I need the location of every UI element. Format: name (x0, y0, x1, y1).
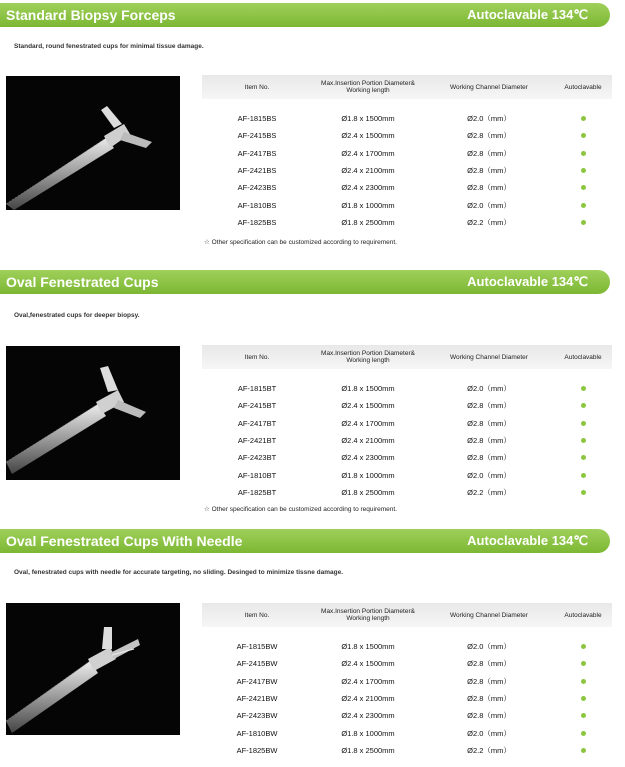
cell-diameter-length: Ø2.4 x 1700mm (341, 418, 395, 428)
cell-item-no: AF-1810BW (236, 728, 278, 738)
section-oval-fenestrated (0, 270, 625, 530)
cell-diameter-length: Ø2.4 x 1500mm (341, 131, 395, 141)
table-row (202, 638, 612, 655)
section-title-bar (0, 3, 610, 27)
section-oval-fenestrated-needle (0, 529, 625, 767)
table-header (202, 75, 612, 99)
cell-item-no: AF-1825BT (237, 487, 277, 497)
cell-channel-diameter: Ø2.8（mm） (467, 436, 511, 446)
autoclavable-dot-icon (581, 438, 586, 443)
autoclavable-dot-icon (581, 455, 586, 460)
cell-diameter-length: Ø2.4 x 1500mm (341, 659, 395, 669)
cell-autoclavable (554, 694, 612, 703)
cell-autoclavable (554, 746, 612, 755)
customization-note: ☆ Other specification can be customized according to requirement. (204, 239, 397, 246)
autoclavable-dot-icon (581, 151, 586, 156)
cell-autoclavable (554, 201, 612, 210)
cell-channel-diameter: Ø2.0（mm） (467, 728, 511, 738)
cell-channel-diameter: Ø2.8（mm） (467, 676, 511, 686)
autoclavable-dot-icon (581, 116, 586, 121)
forceps-needle-image (6, 603, 180, 735)
cell-channel-diameter: Ø2.2（mm） (467, 487, 511, 497)
cell-item-no: AF-2421BS (237, 166, 277, 176)
autoclavable-dot-icon (581, 133, 586, 138)
table-row (202, 449, 612, 466)
autoclavable-dot-icon (581, 748, 586, 753)
product-photo (6, 603, 180, 735)
table-header (202, 603, 612, 627)
cell-item-no: AF-2415BS (237, 131, 277, 141)
spec-table (202, 75, 612, 231)
cell-diameter-length: Ø2.4 x 2100mm (341, 436, 395, 446)
table-row (202, 145, 612, 162)
cell-channel-diameter: Ø2.2（mm） (467, 217, 511, 227)
header-item-no: Item No. (244, 611, 270, 619)
cell-diameter-length: Ø1.8 x 1000mm (341, 470, 395, 480)
cell-autoclavable (554, 471, 612, 480)
table-body (202, 99, 612, 231)
table-row (202, 214, 612, 231)
cell-item-no: AF-2423BT (237, 453, 277, 463)
table-row (202, 707, 612, 724)
cell-autoclavable (554, 677, 612, 686)
table-row (202, 380, 612, 397)
cell-autoclavable (554, 166, 612, 175)
table-row (202, 655, 612, 672)
cell-item-no: AF-2417BW (236, 676, 278, 686)
cell-autoclavable (554, 659, 612, 668)
table-body (202, 627, 612, 759)
cell-item-no: AF-2421BT (237, 436, 277, 446)
cell-channel-diameter: Ø2.8（mm） (467, 659, 511, 669)
autoclavable-label: Autoclavable 134℃ (467, 274, 588, 289)
table-row (202, 724, 612, 741)
cell-diameter-length: Ø2.4 x 1700mm (341, 676, 395, 686)
table-body (202, 369, 612, 501)
cell-channel-diameter: Ø2.2（mm） (467, 745, 511, 755)
header-channel-diameter: Working Channel Diameter (450, 83, 528, 91)
cell-diameter-length: Ø1.8 x 2500mm (341, 487, 395, 497)
section-title: Oval Fenestrated Cups (6, 274, 159, 290)
table-row (202, 196, 612, 213)
autoclavable-dot-icon (581, 473, 586, 478)
cell-autoclavable (554, 131, 612, 140)
section-description: Oval, fenestrated cups with needle for accurate targeting, no sliding. Desinged to minimize tissne damage. (14, 569, 344, 576)
cell-autoclavable (554, 401, 612, 410)
autoclavable-dot-icon (581, 386, 586, 391)
section-description: Standard, round fenestrated cups for minimal tissue damage. (14, 43, 204, 50)
autoclavable-dot-icon (581, 220, 586, 225)
forceps-image (6, 346, 180, 480)
cell-diameter-length: Ø2.4 x 1700mm (341, 148, 395, 158)
header-diameter-length: Max.Insertion Portion Diameter& Working length (321, 80, 415, 94)
cell-diameter-length: Ø1.8 x 1500mm (341, 642, 395, 652)
autoclavable-dot-icon (581, 696, 586, 701)
cell-item-no: AF-1815BS (237, 114, 277, 124)
cell-autoclavable (554, 711, 612, 720)
cell-item-no: AF-2423BS (237, 183, 277, 193)
forceps-image (6, 76, 180, 210)
header-channel-diameter: Working Channel Diameter (450, 611, 528, 619)
cell-autoclavable (554, 642, 612, 651)
cell-channel-diameter: Ø2.8（mm） (467, 694, 511, 704)
cell-channel-diameter: Ø2.8（mm） (467, 183, 511, 193)
table-row (202, 484, 612, 501)
cell-channel-diameter: Ø2.8（mm） (467, 711, 511, 721)
table-row (202, 415, 612, 432)
table-row (202, 397, 612, 414)
header-autoclavable: Autoclavable (564, 353, 602, 361)
autoclavable-dot-icon (581, 185, 586, 190)
cell-diameter-length: Ø1.8 x 2500mm (341, 217, 395, 227)
cell-diameter-length: Ø2.4 x 2100mm (341, 166, 395, 176)
autoclavable-dot-icon (581, 421, 586, 426)
cell-autoclavable (554, 419, 612, 428)
autoclavable-dot-icon (581, 644, 586, 649)
autoclavable-label: Autoclavable 134℃ (467, 7, 588, 22)
cell-diameter-length: Ø1.8 x 2500mm (341, 745, 395, 755)
cell-item-no: AF-2415BW (236, 659, 278, 669)
table-row (202, 466, 612, 483)
cell-channel-diameter: Ø2.0（mm） (467, 200, 511, 210)
cell-diameter-length: Ø1.8 x 1000mm (341, 728, 395, 738)
cell-item-no: AF-2423BW (236, 711, 278, 721)
autoclavable-dot-icon (581, 661, 586, 666)
cell-diameter-length: Ø1.8 x 1500mm (341, 114, 395, 124)
autoclavable-dot-icon (581, 490, 586, 495)
table-row (202, 690, 612, 707)
product-photo (6, 346, 180, 480)
table-row (202, 432, 612, 449)
cell-channel-diameter: Ø2.0（mm） (467, 384, 511, 394)
table-row (202, 127, 612, 144)
cell-item-no: AF-2417BT (237, 418, 277, 428)
autoclavable-dot-icon (581, 203, 586, 208)
cell-channel-diameter: Ø2.8（mm） (467, 453, 511, 463)
cell-item-no: AF-2421BW (236, 694, 278, 704)
cell-item-no: AF-2415BT (237, 401, 277, 411)
cell-autoclavable (554, 218, 612, 227)
table-header (202, 345, 612, 369)
header-item-no: Item No. (244, 83, 270, 91)
cell-diameter-length: Ø2.4 x 1500mm (341, 401, 395, 411)
cell-diameter-length: Ø1.8 x 1500mm (341, 384, 395, 394)
cell-item-no: AF-1810BS (237, 200, 277, 210)
table-row (202, 742, 612, 759)
table-row (202, 162, 612, 179)
cell-channel-diameter: Ø2.8（mm） (467, 131, 511, 141)
cell-autoclavable (554, 729, 612, 738)
header-item-no: Item No. (244, 353, 270, 361)
customization-note: ☆ Other specification can be customized according to requirement. (204, 506, 397, 513)
cell-channel-diameter: Ø2.8（mm） (467, 418, 511, 428)
cell-autoclavable (554, 384, 612, 393)
cell-autoclavable (554, 488, 612, 497)
cell-autoclavable (554, 436, 612, 445)
header-autoclavable: Autoclavable (564, 83, 602, 91)
cell-diameter-length: Ø2.4 x 2100mm (341, 694, 395, 704)
cell-channel-diameter: Ø2.8（mm） (467, 148, 511, 158)
section-title-bar (0, 529, 610, 553)
cell-autoclavable (554, 453, 612, 462)
cell-item-no: AF-1825BW (236, 745, 278, 755)
cell-item-no: AF-1815BW (236, 642, 278, 652)
cell-autoclavable (554, 149, 612, 158)
section-standard-biopsy (0, 0, 625, 260)
cell-diameter-length: Ø1.8 x 1000mm (341, 200, 395, 210)
table-row (202, 673, 612, 690)
autoclavable-dot-icon (581, 168, 586, 173)
cell-item-no: AF-1810BT (237, 470, 277, 480)
cell-channel-diameter: Ø2.0（mm） (467, 114, 511, 124)
table-row (202, 110, 612, 127)
cell-diameter-length: Ø2.4 x 2300mm (341, 453, 395, 463)
cell-channel-diameter: Ø2.8（mm） (467, 166, 511, 176)
cell-item-no: AF-2417BS (237, 148, 277, 158)
section-title: Oval Fenestrated Cups With Needle (6, 533, 243, 549)
section-title: Standard Biopsy Forceps (6, 7, 176, 23)
cell-item-no: AF-1825BS (237, 217, 277, 227)
header-diameter-length: Max.Insertion Portion Diameter& Working length (321, 350, 415, 364)
cell-item-no: AF-1815BT (237, 384, 277, 394)
header-autoclavable: Autoclavable (564, 611, 602, 619)
autoclavable-label: Autoclavable 134℃ (467, 533, 588, 548)
autoclavable-dot-icon (581, 679, 586, 684)
autoclavable-dot-icon (581, 713, 586, 718)
table-row (202, 179, 612, 196)
cell-channel-diameter: Ø2.0（mm） (467, 470, 511, 480)
autoclavable-dot-icon (581, 403, 586, 408)
header-channel-diameter: Working Channel Diameter (450, 353, 528, 361)
section-title-bar (0, 270, 610, 294)
header-diameter-length: Max.Insertion Portion Diameter& Working length (321, 608, 415, 622)
cell-channel-diameter: Ø2.0（mm） (467, 642, 511, 652)
autoclavable-dot-icon (581, 731, 586, 736)
cell-diameter-length: Ø2.4 x 2300mm (341, 711, 395, 721)
spec-table (202, 603, 612, 759)
cell-autoclavable (554, 183, 612, 192)
cell-diameter-length: Ø2.4 x 2300mm (341, 183, 395, 193)
cell-autoclavable (554, 114, 612, 123)
cell-channel-diameter: Ø2.8（mm） (467, 401, 511, 411)
section-description: Oval,fenestrated cups for deeper biopsy. (14, 312, 140, 319)
product-photo (6, 76, 180, 210)
spec-table (202, 345, 612, 501)
